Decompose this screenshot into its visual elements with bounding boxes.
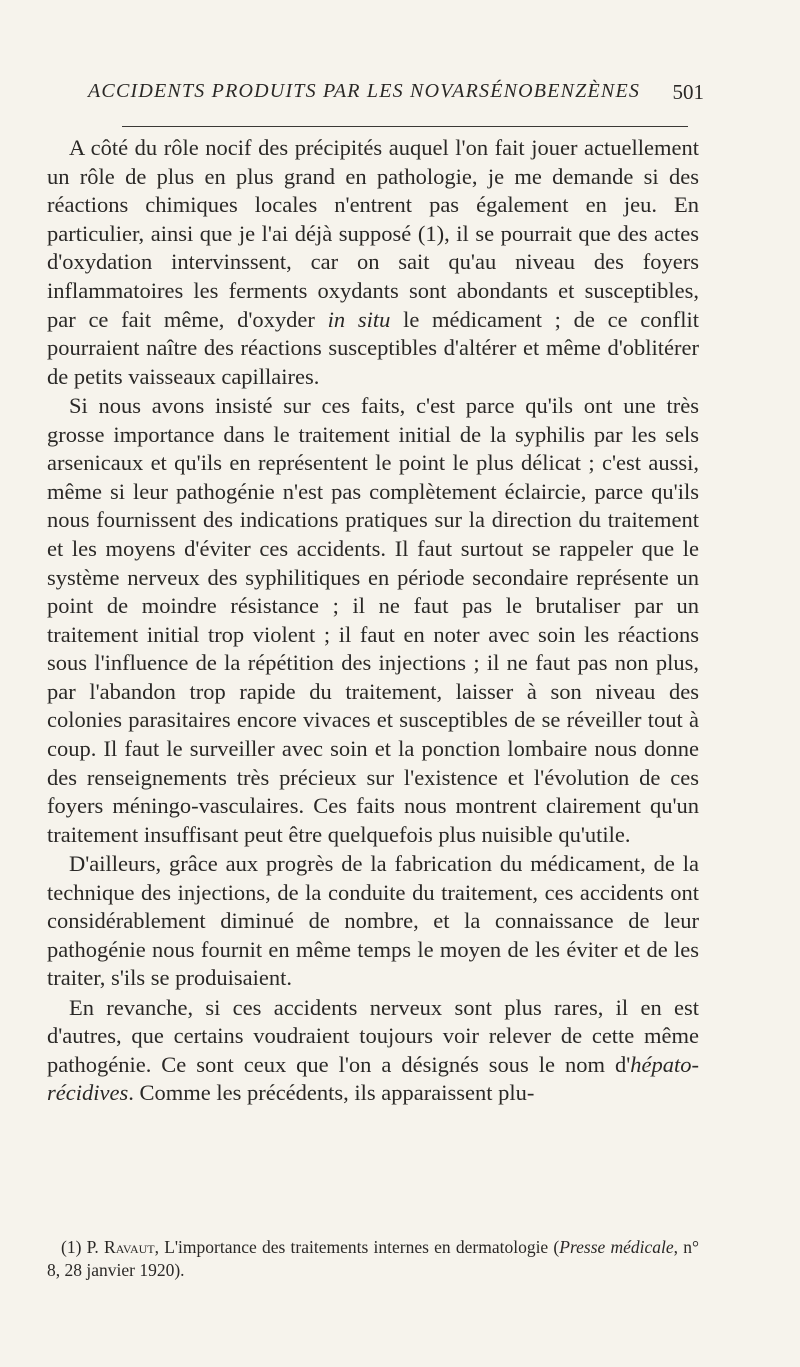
paragraph-2: Si nous avons insisté sur ces faits, c'est parce qu'ils ont une très grosse importance dans le traitement initial de la syphilis par les sels arsenicaux et qu'ils en représentent le point le plus délicat ; c'est aussi, même si leur pathogénie n'est pas complètement éclaircie, parce qu'ils nous fournissent des indications pratiques sur la direction du traitement et les moyens d'éviter ces accidents. Il faut surtout se rappeler que le système nerveux des syphilitiques en période secondaire représente un point de moindre résistance ; il ne faut pas le brutaliser par un traitement initial trop violent ; il faut en noter avec soin les réactions sous l'influence de la répétition des injections ; il ne faut pas non plus, par l'abandon trop rapide du traitement, laisser à son niveau des colonies parasitaires encore vivaces et susceptibles de se réveiller tout à coup. Il faut le surveiller avec soin et la ponction lombaire nous donne des renseignements très précieux sur l'existence et l'évolution de ces foyers méningo-vasculaires. Ces faits nous montrent clairement qu'un traitement insuffisant peut être quelquefois plus nuisible qu'utile. (47, 392, 699, 847)
footnote (47, 1236, 699, 1281)
paragraph-4-italic: hépato-récidives (47, 1051, 699, 1106)
footnote-details: , n° 8, 28 janvier 1920). (47, 1237, 700, 1280)
footnote-journal: Presse médicale (559, 1237, 674, 1257)
paragraph-4-text-a: En revanche, si ces accidents nerveux sont plus rares, il en est d'autres, que certains voudraient toujours voir relever de cette même pathogénie. Ce sont ceux que l'on a désignés sous le nom d' (47, 994, 699, 1077)
running-title: ACCIDENTS PRODUITS PAR LES NOVARSÉNOBENZÈNES (88, 80, 641, 102)
footnote-title: , L'importance des traitements internes en dermatologie ( (154, 1237, 560, 1257)
footnote-text (47, 1236, 699, 1281)
main-text (47, 134, 699, 1108)
paragraph-3: D'ailleurs, grâce aux progrès de la fabrication du médicament, de la technique des injections, de la conduite du traitement, ces accidents ont considérablement diminué de nombre, et la connaissance de leur pathogénie nous fournit en même temps le moyen de les éviter et de les traiter, s'ils se produisaient. (47, 851, 699, 991)
running-head (88, 80, 708, 116)
footnote-marker: (1) P. (61, 1237, 105, 1257)
paragraph-1-text-b: le médicament ; de ce conflit pourraient naître des réactions susceptibles d'altérer et même d'oblitérer de petits vaisseaux capillaires. (47, 306, 700, 389)
header-rule (122, 126, 688, 127)
paragraph-1-italic: in situ (327, 306, 391, 332)
paragraph-1-text-a: A côté du rôle nocif des précipités auquel l'on fait jouer actuellement un rôle de plus en plus grand en pathologie, je me demande si des réactions chimiques locales n'entrent pas également en jeu. En particulier, ainsi que je l'ai déjà supposé (1), il se pourrait que des actes d'oxydation intervinssent, car on sait qu'au niveau des foyers inflammatoires les ferments oxydants sont abondants et susceptibles, par ce fait même, d'oxyder (47, 135, 699, 332)
paragraph-4 (47, 994, 699, 1108)
paragraph-4-text-b: . Comme les précédents, ils apparaissent plu- (128, 1080, 535, 1106)
paragraph-1 (47, 134, 699, 391)
footnote-author: Ravaut (104, 1237, 155, 1257)
page-number: 501 (672, 80, 704, 104)
